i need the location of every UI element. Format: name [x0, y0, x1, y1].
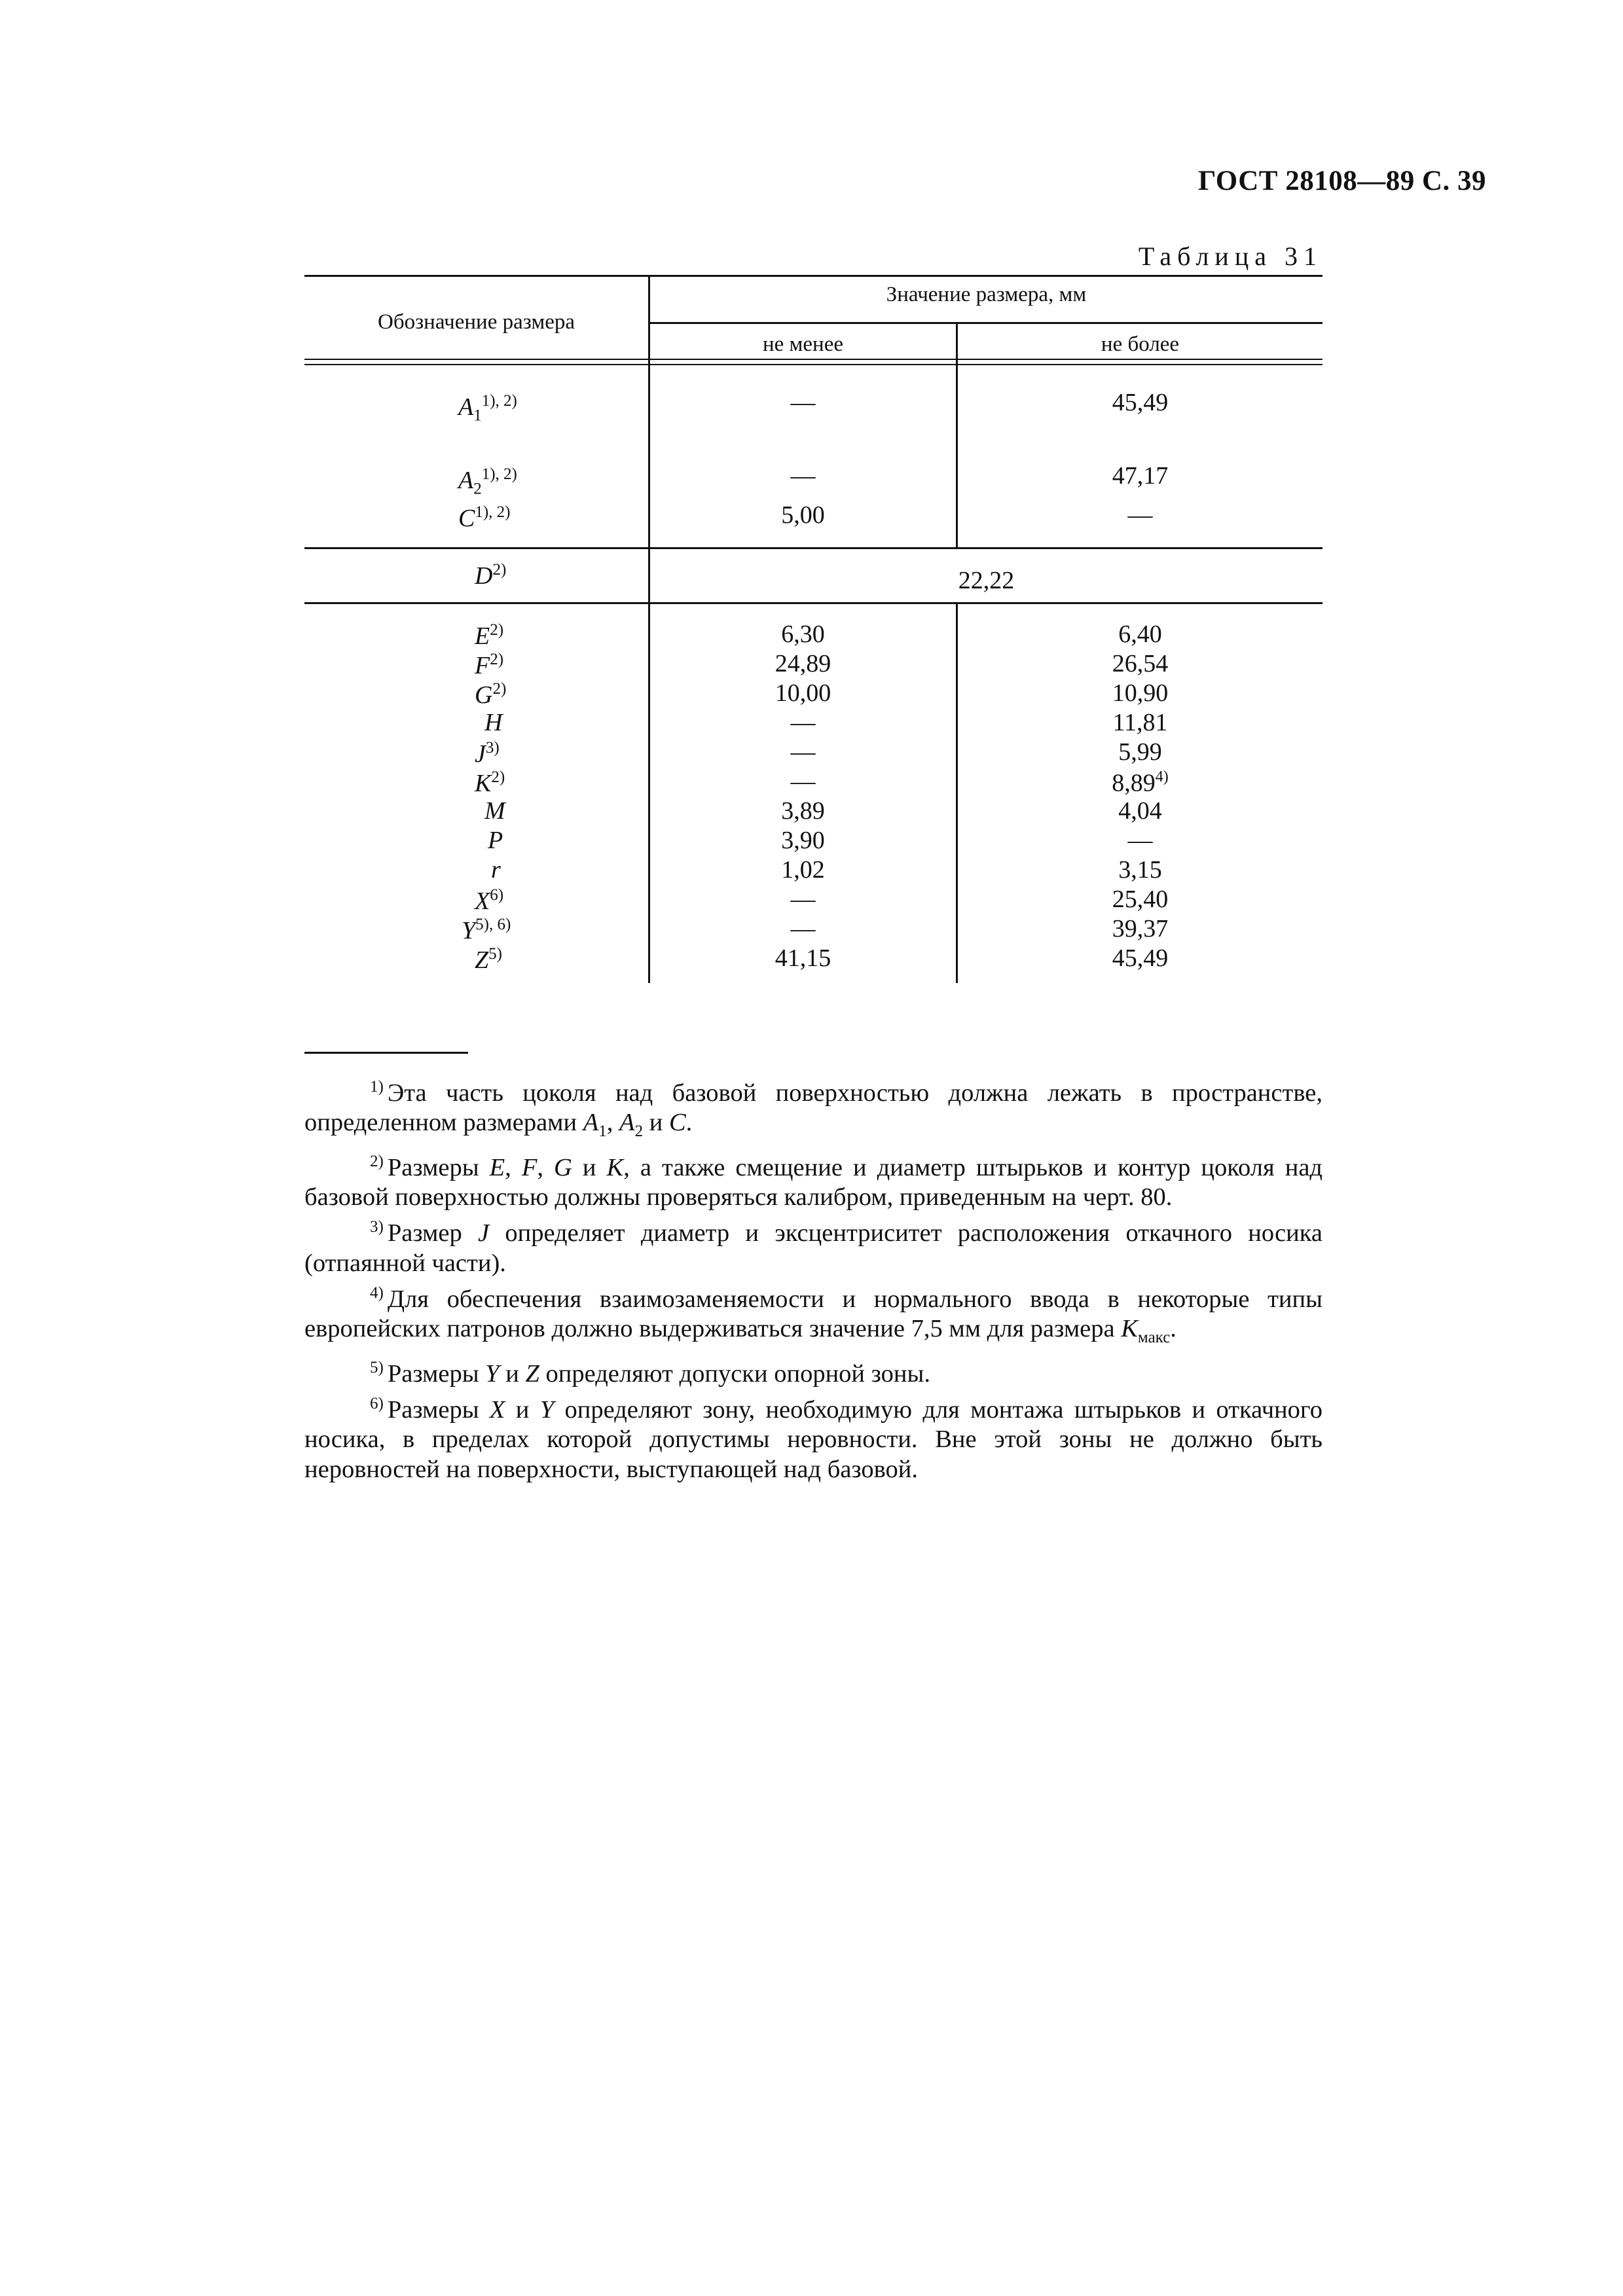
cell-max-e: 6,40: [1118, 620, 1162, 648]
column-header-min: не менее: [762, 332, 844, 356]
designation-z: $Z^{5)}$: [475, 945, 502, 974]
designation-a2: $A_2^{1), 2)}$: [458, 465, 517, 498]
cell-min-p: 3,90: [781, 827, 825, 854]
designation-c: $C^{1), 2)}$: [458, 503, 511, 532]
table-header-double-rule-2: [304, 364, 1322, 365]
footnotes: [304, 1072, 1322, 1484]
cell-min-a1: —: [790, 389, 816, 416]
cell-max-h: 11,81: [1112, 709, 1168, 736]
footnote-6: $^{6)}$ Размеры X и Y определяют зону, необходимую для монтажа штырьков и откачного носика, в пределах которой допустимы неровности. Вне этой зоны не должно быть неровностей на поверхности, выступающей над базовой.: [304, 1394, 1323, 1483]
cell-min-z: 41,15: [775, 944, 831, 972]
table-d-bottom-rule: [304, 602, 1322, 604]
cell-min-m: 3,89: [781, 797, 825, 825]
cell-min-k: —: [790, 768, 816, 795]
cell-max-r: 3,15: [1118, 856, 1162, 884]
cell-min-x: —: [790, 886, 816, 913]
page-header: ГОСТ 28108—89 С. 39: [1197, 166, 1486, 196]
footnote-separator: [304, 1052, 468, 1054]
cell-min-r: 1,02: [781, 856, 825, 884]
designation-f: $F^{2)}$: [475, 651, 504, 679]
designation-h: H: [484, 709, 503, 736]
cell-value-d: 22,22: [958, 567, 1015, 594]
cell-max-j: 5,99: [1118, 738, 1162, 766]
designation-j: $J^{3)}$: [475, 739, 500, 768]
table-header-double-rule-1: [304, 359, 1322, 360]
designation-d: $D^{2)}$: [475, 561, 507, 590]
cell-max-x: 25,40: [1112, 886, 1169, 913]
designation-k: $K^{2)}$: [475, 768, 505, 797]
designation-r: r: [491, 856, 501, 884]
cell-max-c: —: [1127, 501, 1153, 529]
designation-p: P: [488, 827, 503, 854]
cell-max-z: 45,49: [1112, 944, 1169, 972]
cell-min-c: 5,00: [781, 501, 825, 529]
cell-max-g: 10,90: [1112, 679, 1169, 707]
designation-y: $Y^{5), 6)}$: [462, 916, 511, 944]
table-caption: Таблица 31: [1138, 242, 1322, 271]
cell-min-e: 6,30: [781, 620, 825, 648]
cell-max-k: 8,89$^{4)}$: [1112, 768, 1169, 797]
cell-min-a2: —: [790, 462, 816, 490]
cell-max-p: —: [1127, 827, 1153, 854]
cell-max-f: 26,54: [1112, 650, 1169, 677]
footnote-1: $^{1)}$ Эта часть цоколя над базовой поверхностью должна лежать в пространстве, определенном размерами $A_1$, $A_2$ и C.: [304, 1078, 1322, 1140]
cell-max-a2: 47,17: [1112, 462, 1169, 490]
cell-max-m: 4,04: [1118, 797, 1162, 825]
designation-x: $X^{6)}$: [475, 886, 504, 915]
designation-e: $E^{2)}$: [475, 621, 504, 650]
cell-max-y: 39,37: [1112, 915, 1169, 942]
footnote-4: $^{4)}$ Для обеспечения взаимозаменяемости и нормального ввода в некоторые типы европейских патронов должно выдерживаться значение 7,5 мм для размера $K_{макс}$.: [304, 1284, 1322, 1346]
cell-min-y: —: [790, 915, 816, 942]
footnote-2: $^{2)}$ Размеры E, F, G и K, а также смещение и диаметр штырьков и контур цоколя над базовой поверхностью должны проверяться калибром, приведенным на черт. 80.: [304, 1152, 1323, 1211]
designation-g: $G^{2)}$: [475, 680, 507, 709]
footnote-3: $^{3)}$ Размер J определяет диаметр и эксцентриситет расположения откачного носика (отпаянной части).: [304, 1218, 1322, 1277]
designation-a1: $A_1^{1), 2)}$: [458, 392, 517, 425]
cell-max-k-note: 4): [1155, 768, 1169, 785]
column-header-designation: Обозначение размера: [378, 310, 575, 334]
table-d-top-rule: [304, 547, 1322, 549]
column-header-value-group: Значение размера, мм: [886, 283, 1087, 306]
cell-min-j: —: [790, 738, 816, 766]
table-top-rule: [304, 275, 1322, 277]
cell-min-f: 24,89: [775, 650, 831, 677]
cell-min-h: —: [790, 709, 816, 736]
cell-max-a1: 45,49: [1112, 389, 1169, 416]
cell-min-g: 10,00: [775, 679, 831, 707]
column-header-max: не более: [1101, 332, 1180, 356]
designation-m: M: [484, 797, 505, 825]
footnote-5: $^{5)}$ Размеры Y и Z определяют допуски опорной зоны.: [370, 1358, 930, 1388]
table-group-rule: [648, 322, 1322, 324]
